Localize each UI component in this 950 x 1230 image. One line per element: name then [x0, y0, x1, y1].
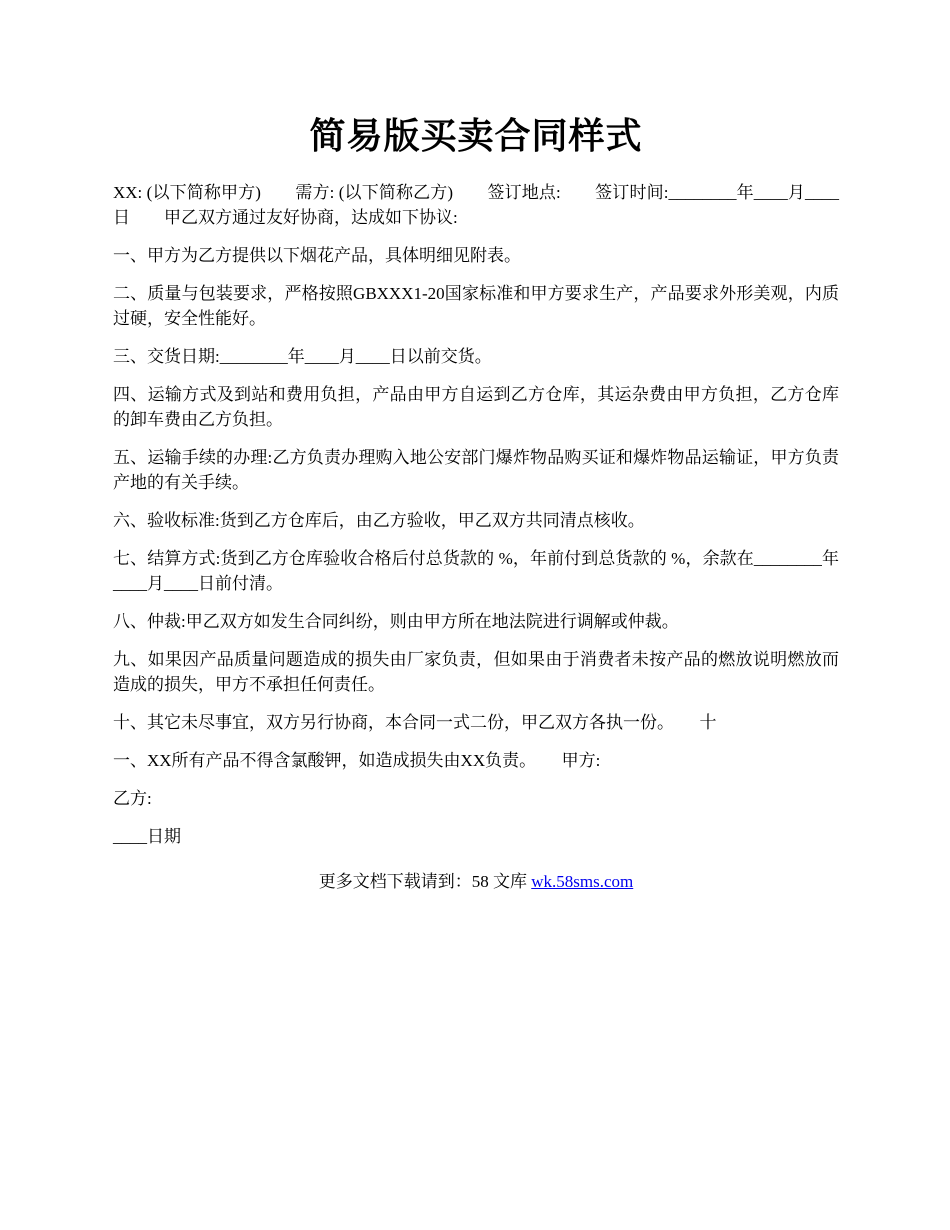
footer-link[interactable]: wk.58sms.com	[531, 872, 634, 891]
document-page	[113, 112, 839, 894]
download-footer	[113, 869, 839, 894]
paragraph-party-b: 乙方:	[113, 789, 152, 808]
paragraph-clause-6: 六、验收标准:货到乙方仓库后，由乙方验收，甲乙双方共同清点核收。	[113, 511, 645, 530]
footer-prefix: 更多文档下载请到：58 文库	[318, 872, 532, 891]
paragraph-clause-2: 二、质量与包装要求，严格按照GBXXX1-20国家标准和甲方要求生产，产品要求外形美观，内质过硬，安全性能好。	[113, 284, 839, 328]
paragraph-date: ____日期	[113, 827, 181, 846]
paragraph-clause-5: 五、运输手续的办理:乙方负责办理购入地公安部门爆炸物品购买证和爆炸物品运输证，甲方负责产地的有关手续。	[113, 448, 839, 492]
paragraph-clause-11: 一、XX所有产品不得含氯酸钾，如造成损失由XX负责。 甲方:	[113, 751, 601, 770]
paragraph-clause-8: 八、仲裁:甲乙双方如发生合同纠纷，则由甲方所在地法院进行调解或仲裁。	[113, 612, 679, 631]
paragraph-clause-3: 三、交货日期:________年____月____日以前交货。	[113, 347, 492, 366]
paragraph-clause-1: 一、甲方为乙方提供以下烟花产品，具体明细见附表。	[113, 246, 521, 265]
paragraph-clause-4: 四、运输方式及到站和费用负担，产品由甲方自运到乙方仓库，其运杂费由甲方负担，乙方仓库的卸车费由乙方负担。	[113, 385, 839, 429]
paragraph-parties: XX: (以下简称甲方) 需方: (以下简称乙方) 签订地点: 签订时间:________年____月____日 甲乙双方通过友好协商，达成如下协议:	[113, 183, 839, 227]
paragraph-clause-7: 七、结算方式:货到乙方仓库验收合格后付总货款的 %，年前付到总货款的 %，余款在________年____月____日前付清。	[113, 549, 839, 593]
document-title: 简易版买卖合同样式	[309, 116, 643, 156]
paragraph-clause-10: 十、其它未尽事宜，双方另行协商，本合同一式二份，甲乙双方各执一份。 十	[113, 713, 717, 732]
paragraph-clause-9: 九、如果因产品质量问题造成的损失由厂家负责，但如果由于消费者未按产品的燃放说明燃放而造成的损失，甲方不承担任何责任。	[113, 650, 839, 694]
